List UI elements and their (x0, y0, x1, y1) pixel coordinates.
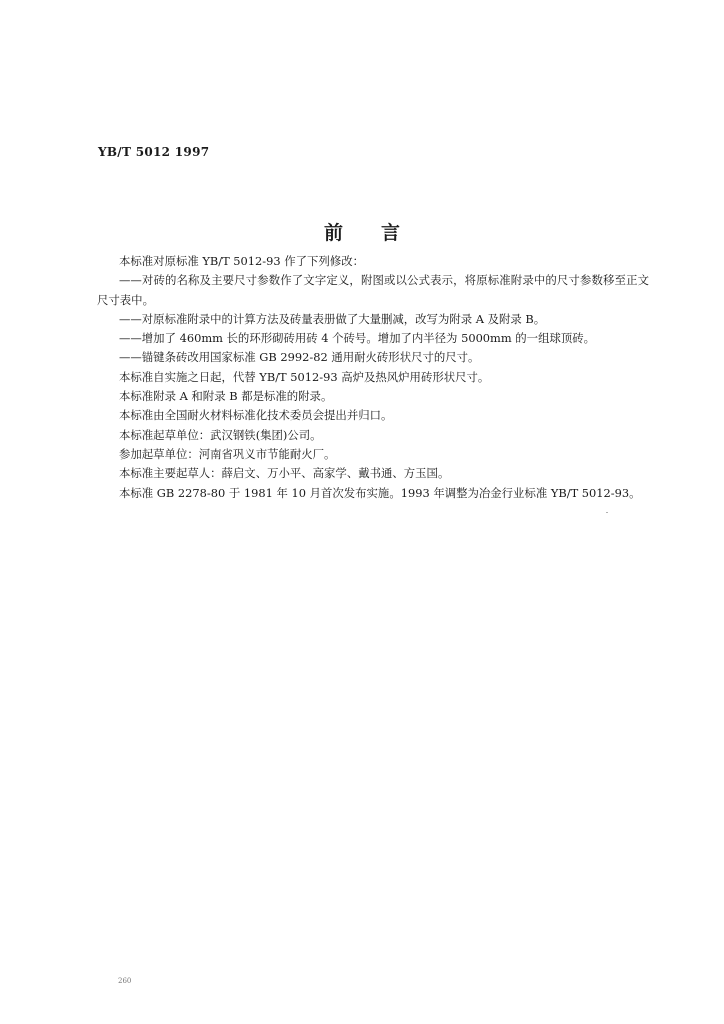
paragraph-revision-item: ——锚键条砖改用国家标准 GB 2992-82 通用耐火砖形状尺寸的尺寸。 (119, 350, 480, 365)
paragraph-history: 本标准 GB 2278-80 于 1981 年 10 月首次发布实施。1993 年调整为冶金行业标准 YB/T 5012-93。 (119, 485, 641, 500)
standard-code-header: YB/T 5012 1997 (98, 145, 210, 159)
page-number: 260 (118, 977, 132, 985)
paragraph-proposer: 本标准由全国耐火材料标准化技术委员会提出并归口。 (119, 408, 393, 423)
paragraph-appendices: 本标准附录 A 和附录 B 都是标准的附录。 (119, 389, 333, 404)
paragraph-revision-item: ——对原标准附录中的计算方法及砖量表册做了大量删减，改写为附录 A 及附录 B。 (119, 311, 546, 326)
foreword-body (97, 252, 649, 503)
paragraph-replaces: 本标准自实施之日起，代替 YB/T 5012-93 高炉及热风炉用砖形状尺寸。 (119, 369, 490, 384)
paragraph-drafters: 本标准主要起草人：薛启文、万小平、高家学、戴书通、方玉国。 (119, 466, 450, 481)
paragraph-participating-unit: 参加起草单位：河南省巩义市节能耐火厂。 (119, 446, 336, 461)
paragraph-revision-intro: 本标准对原标准 YB/T 5012-93 作了下列修改： (119, 254, 364, 268)
paragraph-drafting-unit: 本标准起草单位：武汉钢铁(集团)公司。 (119, 427, 322, 442)
scan-speck (606, 512, 608, 513)
paragraph-revision-item: ——增加了 460mm 长的环形砌砖用砖 4 个砖号。增加了内半径为 5000mm 的一组球顶砖。 (119, 331, 596, 346)
page-title: 前言 (323, 222, 438, 244)
paragraph-revision-item: ——对砖的名称及主要尺寸参数作了文字定义，附图或以公式表示，将原标准附录中的尺寸参数移至正文尺寸表中。 (97, 273, 649, 307)
